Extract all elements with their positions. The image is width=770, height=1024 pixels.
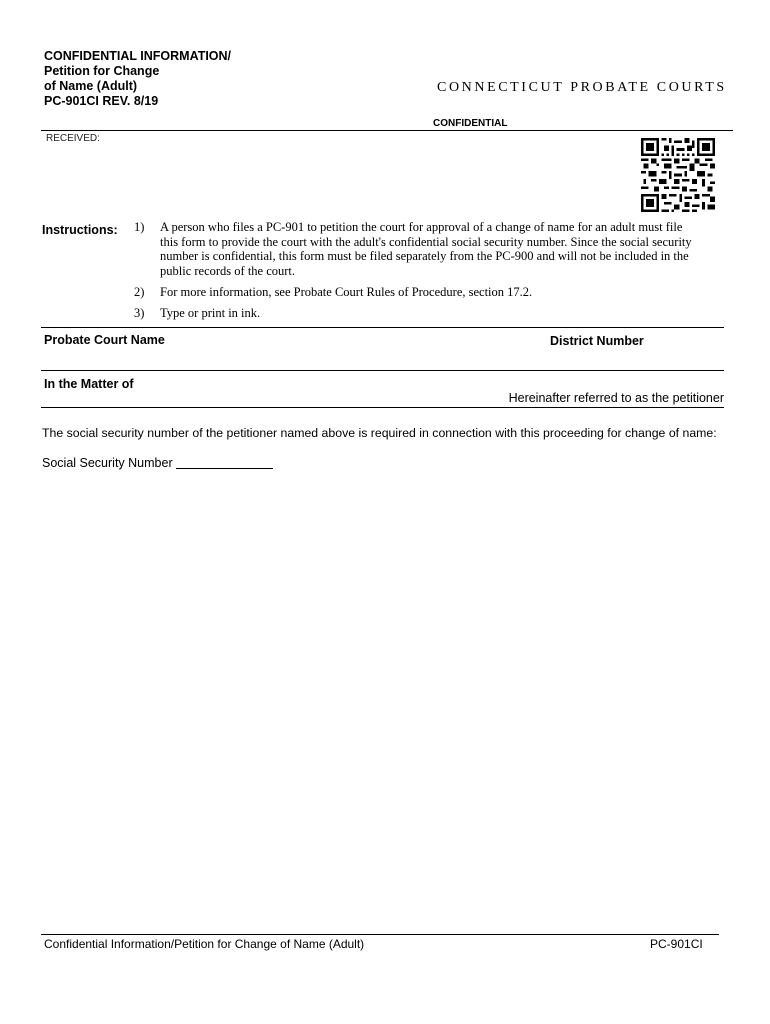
instruction-text: For more information, see Probate Court Rules of Procedure, section 17.2. (160, 285, 533, 299)
ssn-label: Social Security Number (42, 456, 173, 470)
instruction-text: Type or print in ink. (160, 305, 261, 320)
instructions-label: Instructions: (42, 223, 118, 237)
header-line-3: of Name (Adult) (44, 79, 138, 93)
confidential-label: CONFIDENTIAL (433, 118, 508, 129)
list-item (134, 220, 694, 278)
instruction-number: 1) (134, 220, 145, 234)
hereinafter-label: Hereinafter referred to as the petitioner (508, 391, 724, 405)
matter-rule (41, 370, 724, 371)
qr-code-icon (641, 138, 715, 212)
ssn-input-line[interactable] (176, 468, 273, 469)
list-item (134, 285, 694, 300)
footer-form-id: PC-901CI (650, 937, 703, 951)
district-number-label: District Number (550, 334, 644, 348)
header-rule (41, 130, 733, 131)
court-rule (41, 327, 724, 328)
in-the-matter-of-label: In the Matter of (44, 377, 134, 391)
petitioner-rule (41, 407, 724, 408)
ssn-statement: The social security number of the petitioner named above is required in connection with this proceeding for change of name: (42, 426, 717, 440)
header-line-2: Petition for Change (44, 64, 160, 78)
footer-title: Confidential Information/Petition for Change of Name (Adult) (44, 937, 365, 951)
instruction-text: A person who files a PC-901 to petition the court for approval of a change of name for an adult must file this form to provide the court with the adult's confidential social security number. Since the social security number is confidential, this form must be filed separately from the PC-900 and will not be included in the public records of the court. (160, 220, 692, 278)
instructions-list (134, 220, 694, 320)
court-title: CONNECTICUT PROBATE COURTS (437, 80, 727, 95)
footer-rule (41, 934, 719, 935)
list-item (134, 306, 694, 321)
header-line-4: PC-901CI REV. 8/19 (44, 94, 159, 108)
instruction-number: 3) (134, 305, 145, 320)
header-line-1: CONFIDENTIAL INFORMATION/ (44, 49, 232, 63)
probate-court-name-label: Probate Court Name (44, 333, 165, 347)
instruction-number: 2) (134, 285, 145, 299)
form-header (44, 49, 231, 109)
received-label: RECEIVED: (46, 133, 100, 144)
